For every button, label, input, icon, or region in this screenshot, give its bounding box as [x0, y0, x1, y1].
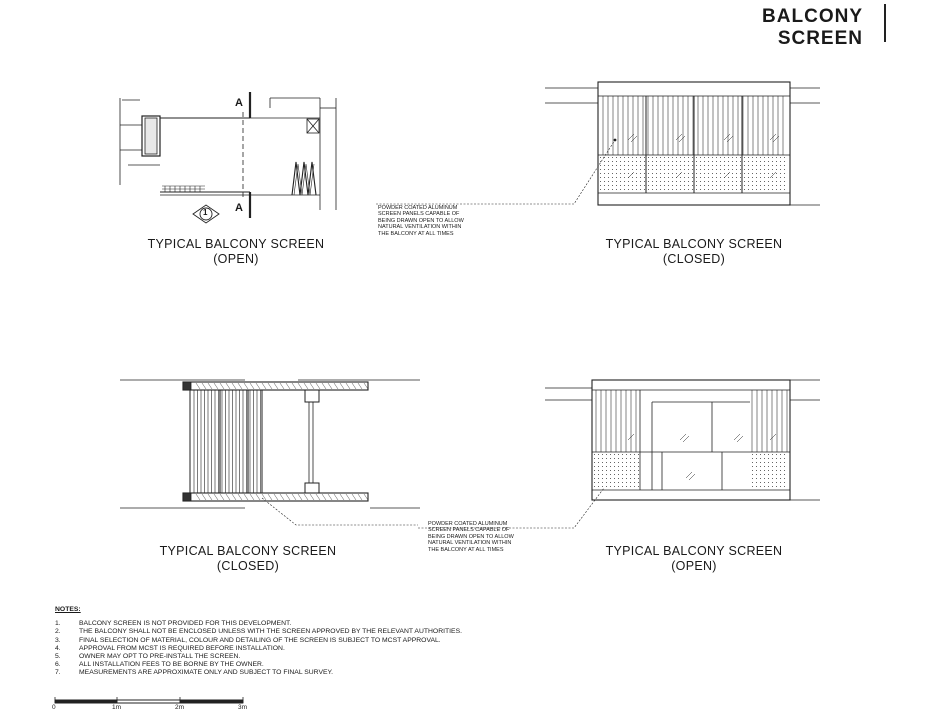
leader-line-upper	[376, 140, 615, 204]
caption-bottom-left: TYPICAL BALCONY SCREEN (CLOSED)	[159, 544, 337, 573]
section-mark-top: A	[235, 97, 243, 109]
note-text: OWNER MAY OPT TO PRE-INSTALL THE SCREEN.	[79, 653, 241, 661]
title-line-1: BALCONY	[762, 6, 863, 27]
caption-top-right: TYPICAL BALCONY SCREEN (CLOSED)	[605, 237, 783, 266]
leader-line-lower-left	[262, 498, 418, 525]
caption-bottom-right: TYPICAL BALCONY SCREEN (OPEN)	[605, 544, 783, 573]
note-item	[55, 645, 462, 653]
scale-label-0: 0	[52, 704, 56, 711]
note-text: THE BALCONY SHALL NOT BE ENCLOSED UNLESS WITH THE SCREEN APPROVED BY THE RELEVANT AUTHORITIES.	[79, 628, 462, 636]
annotation-upper: POWDER COATED ALUMINUM SCREEN PANELS CAPABLE OF BEING DRAWN OPEN TO ALLOW NATURAL VENTILATION WITHIN THE BALCONY AT ALL TIMES	[378, 205, 464, 237]
scale-label-2m: 2m	[175, 704, 185, 711]
note-number: 2.	[55, 628, 61, 636]
notes-list	[55, 620, 462, 677]
plan-closed	[120, 380, 420, 508]
note-text: FINAL SELECTION OF MATERIAL, COLOUR AND DETAILING OF THE SCREEN IS SUBJECT TO MCST APPROVAL.	[79, 636, 441, 644]
note-item	[55, 637, 462, 645]
note-text: BALCONY SCREEN IS NOT PROVIDED FOR THIS DEVELOPMENT.	[79, 620, 292, 628]
note-number: 5.	[55, 653, 61, 661]
detail-marker-number: 1	[203, 208, 208, 217]
note-item	[55, 653, 462, 661]
note-text: ALL INSTALLATION FEES TO BE BORNE BY THE OWNER.	[79, 661, 264, 669]
elevation-closed	[545, 82, 820, 205]
notes-heading: NOTES:	[55, 606, 81, 613]
scale-bar	[55, 697, 243, 703]
plan-open	[120, 92, 336, 223]
note-item	[55, 628, 462, 636]
note-number: 4.	[55, 644, 61, 652]
notes-block	[55, 606, 462, 678]
note-number: 3.	[55, 636, 61, 644]
note-number: 1.	[55, 620, 61, 628]
scale-label-3m: 3m	[238, 704, 248, 711]
note-number: 7.	[55, 669, 61, 677]
annotation-lower: POWDER COATED ALUMINUM SCREEN PANELS CAPABLE OF BEING DRAWN OPEN TO ALLOW NATURAL VENTILATION WITHIN THE BALCONY AT ALL TIMES	[428, 521, 514, 553]
note-text: MEASUREMENTS ARE APPROXIMATE ONLY AND SUBJECT TO FINAL SURVEY.	[79, 669, 334, 677]
note-item	[55, 620, 462, 628]
caption-top-left: TYPICAL BALCONY SCREEN (OPEN)	[147, 237, 325, 266]
title-line-2: SCREEN	[777, 28, 863, 49]
elevation-open	[545, 380, 820, 500]
section-mark-bottom: A	[235, 202, 243, 214]
note-item	[55, 669, 462, 677]
note-item	[55, 661, 462, 669]
scale-label-1m: 1m	[112, 704, 122, 711]
note-number: 6.	[55, 661, 61, 669]
note-text: APPROVAL FROM MCST IS REQUIRED BEFORE INSTALLATION.	[79, 644, 285, 652]
